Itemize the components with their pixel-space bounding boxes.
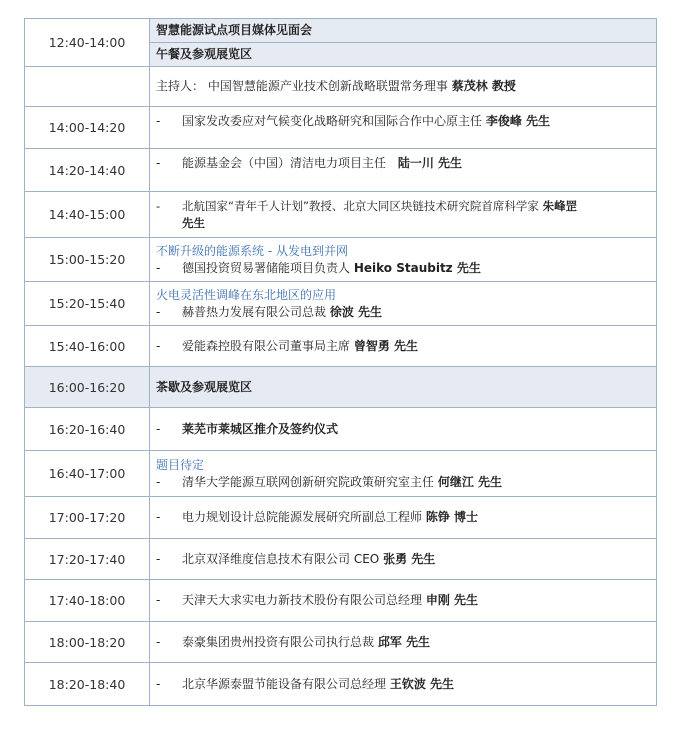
agenda-row xyxy=(25,663,657,706)
list-dash: - xyxy=(156,510,161,524)
agenda-row xyxy=(25,282,657,326)
time-cell: 16:20-16:40 xyxy=(25,408,150,451)
speaker-name: 曾智勇 先生 xyxy=(353,338,419,353)
list-dash: - xyxy=(156,474,161,489)
speaker-cell xyxy=(150,238,657,282)
time-cell: 14:20-14:40 xyxy=(25,149,150,192)
agenda-row xyxy=(25,539,657,580)
list-dash: - xyxy=(156,260,161,275)
list-dash: - xyxy=(156,198,161,213)
speaker-name: Heiko Staubitz 先生 xyxy=(353,260,481,275)
time-cell: 16:40-17:00 xyxy=(25,451,150,497)
list-dash: - xyxy=(156,156,161,170)
speaker-name: 邱军 先生 xyxy=(377,634,431,649)
agenda-row xyxy=(25,326,657,367)
speaker-name: 王钦波 先生 xyxy=(389,676,455,691)
speaker-cell xyxy=(150,282,657,326)
agenda-row xyxy=(25,451,657,497)
agenda-row xyxy=(25,149,657,192)
host-name: 蔡茂林 教授 xyxy=(451,79,516,93)
agenda-table xyxy=(24,18,657,706)
time-cell: 14:00-14:20 xyxy=(25,107,150,149)
speaker-title: 先生 xyxy=(182,215,205,230)
speaker-name: 陆一川 先生 xyxy=(397,156,463,170)
host-org: 中国智慧能源产业技术创新战略联盟常务理事 xyxy=(207,79,448,93)
list-dash: - xyxy=(156,421,161,436)
speaker-org: 国家发改委应对气候变化战略研究和国际合作中心原主任 xyxy=(182,114,483,128)
list-dash: - xyxy=(156,114,161,128)
agenda-row xyxy=(25,367,657,408)
speaker-org: 爱能森控股有限公司董事局主席 xyxy=(182,338,351,353)
speaker-org: 北京华源泰盟节能设备有限公司总经理 xyxy=(182,676,387,691)
list-dash: - xyxy=(156,304,161,319)
list-dash: - xyxy=(156,676,161,691)
time-cell: 15:20-15:40 xyxy=(25,282,150,326)
list-dash: - xyxy=(156,338,161,353)
agenda-row xyxy=(25,580,657,622)
speaker-cell xyxy=(150,497,657,539)
speaker-cell xyxy=(150,451,657,497)
speaker-cell xyxy=(150,149,657,192)
agenda-row xyxy=(25,238,657,282)
session-title: 茶歇及参观展览区 xyxy=(150,367,657,408)
speaker-name: 张勇 先生 xyxy=(383,551,436,566)
time-cell: 17:40-18:00 xyxy=(25,580,150,622)
speaker-org: 清华大学能源互联网创新研究院政策研究室主任 xyxy=(182,474,435,489)
speaker-org: 德国投资贸易署储能项目负责人 xyxy=(182,260,351,275)
agenda-row xyxy=(25,107,657,149)
speaker-name: 申刚 先生 xyxy=(425,593,479,607)
speaker-cell xyxy=(150,107,657,149)
speaker-org: 天津天大求实电力新技术股份有限公司总经理 xyxy=(182,593,423,607)
talk-topic: 不断升级的能源系统 - 从发电到并网 xyxy=(156,243,348,258)
agenda-row xyxy=(25,408,657,451)
time-cell: 12:40-14:00 xyxy=(25,19,150,67)
speaker-name: 徐波 先生 xyxy=(329,304,383,319)
list-dash: - xyxy=(156,593,161,607)
speaker-cell xyxy=(150,663,657,706)
session-title: 智慧能源试点项目媒体见面会 xyxy=(150,19,657,43)
time-cell: 15:00-15:20 xyxy=(25,238,150,282)
agenda-row xyxy=(25,19,657,43)
speaker-name: 李俊峰 先生 xyxy=(485,114,551,128)
session-title: 莱芜市莱城区推介及签约仪式 xyxy=(182,421,339,436)
time-cell: 17:20-17:40 xyxy=(25,539,150,580)
host-cell xyxy=(150,67,657,107)
agenda-row xyxy=(25,67,657,107)
speaker-name: 何继江 先生 xyxy=(437,474,503,489)
time-cell: 17:00-17:20 xyxy=(25,497,150,539)
speaker-org: 北航国家“青年千人计划”教授、北京大同区块链技术研究院首席科学家 xyxy=(182,198,539,213)
talk-topic: 题目待定 xyxy=(156,457,205,472)
time-cell: 18:20-18:40 xyxy=(25,663,150,706)
time-cell: 16:00-16:20 xyxy=(25,367,150,408)
speaker-cell xyxy=(150,622,657,663)
speaker-org: 北京双泽维度信息技术有限公司 CEO xyxy=(182,551,380,566)
host-label: 主持人： xyxy=(156,79,205,93)
speaker-org: 泰豪集团贵州投资有限公司执行总裁 xyxy=(182,634,375,649)
speaker-cell xyxy=(150,580,657,622)
time-cell: 14:40-15:00 xyxy=(25,192,150,238)
session-title: 午餐及参观展览区 xyxy=(150,43,657,67)
speaker-org: 电力规划设计总院能源发展研究所副总工程师 xyxy=(182,510,423,524)
time-cell: 15:40-16:00 xyxy=(25,326,150,367)
agenda-row xyxy=(25,622,657,663)
agenda-row xyxy=(25,497,657,539)
agenda-row xyxy=(25,192,657,238)
talk-topic: 火电灵活性调峰在东北地区的应用 xyxy=(156,287,337,302)
list-dash: - xyxy=(156,634,161,649)
speaker-cell xyxy=(150,192,657,238)
speaker-org: 赫普热力发展有限公司总裁 xyxy=(182,304,327,319)
speaker-cell xyxy=(150,326,657,367)
session-cell xyxy=(150,408,657,451)
list-dash: - xyxy=(156,551,161,566)
time-cell xyxy=(25,67,150,107)
speaker-name: 陈铮 博士 xyxy=(425,510,479,524)
speaker-name: 朱峰罡 xyxy=(542,198,578,213)
speaker-cell xyxy=(150,539,657,580)
speaker-org: 能源基金会（中国）清洁电力项目主任 xyxy=(182,156,387,170)
time-cell: 18:00-18:20 xyxy=(25,622,150,663)
